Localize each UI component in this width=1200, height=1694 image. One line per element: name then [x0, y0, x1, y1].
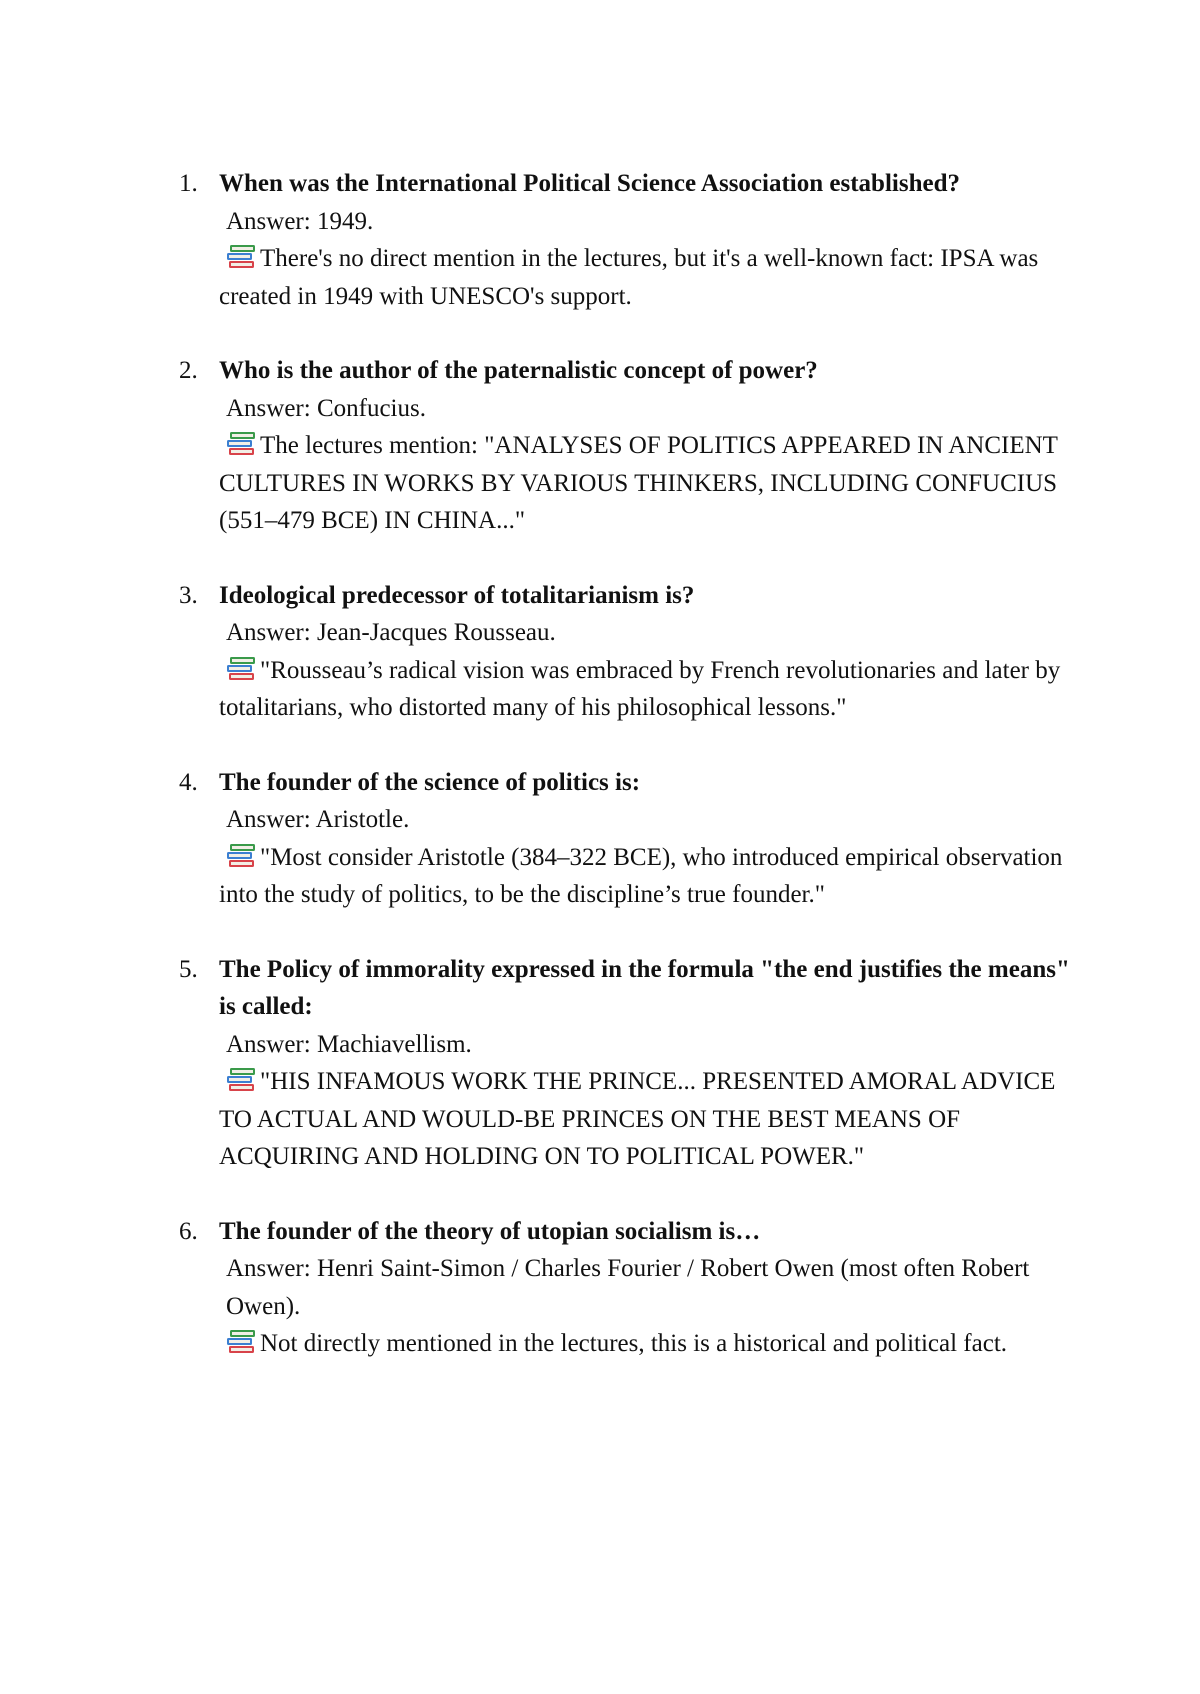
question-text: The founder of the theory of utopian socialism is…: [219, 1217, 761, 1245]
list-item: [179, 1213, 1079, 1363]
book-shape: [229, 1346, 254, 1353]
book-shape: [230, 245, 255, 252]
question-text: Who is the author of the paternalistic concept of power?: [219, 357, 818, 384]
note: [219, 839, 1079, 914]
books-icon: [226, 1067, 256, 1093]
list-item: [179, 352, 1079, 540]
note: [219, 1063, 1079, 1176]
book-shape: [229, 448, 254, 455]
item-number: 3.: [179, 581, 198, 609]
list-item: [179, 951, 1079, 1176]
book-shape: [227, 1338, 252, 1345]
question-list: [179, 165, 1079, 1400]
list-item: [179, 764, 1079, 914]
answer-text: Answer: Aristotle.: [226, 806, 410, 833]
book-shape: [230, 1330, 255, 1337]
note-text: Not directly mentioned in the lectures, this is a historical and political fact.: [260, 1330, 1008, 1357]
answer-text: Answer: Confucius.: [226, 394, 426, 422]
list-item: [179, 165, 1079, 315]
book-shape: [227, 440, 252, 447]
question-text: The Policy of immorality expressed in the formula "the end justifies the means" is called:: [219, 955, 1070, 1020]
item-number: 1.: [179, 170, 198, 197]
book-shape: [229, 673, 254, 680]
book-shape: [230, 844, 255, 851]
question-text: The founder of the science of politics is:: [219, 768, 641, 796]
note: [219, 652, 1079, 727]
note-text: "Most consider Aristotle (384–322 BCE), who introduced empirical observation into the study of politics, to be the discipline’s true founder.": [219, 843, 1063, 908]
item-number: 6.: [179, 1217, 198, 1245]
note: [219, 1325, 1079, 1363]
books-icon: [226, 244, 256, 270]
note-text: "HIS INFAMOUS WORK THE PRINCE... PRESENTED AMORAL ADVICE TO ACTUAL AND WOULD-BE PRINCES ON THE BEST MEANS OF ACQUIRING AND HOLDING ON TO POLITICAL POWER.": [219, 1068, 1056, 1170]
item-number: 4.: [179, 768, 198, 796]
question-text: Ideological predecessor of totalitarianism is?: [219, 581, 695, 609]
list-item: [179, 577, 1079, 727]
question-text: When was the International Political Science Association established?: [219, 170, 960, 197]
note: [219, 427, 1079, 540]
book-shape: [227, 253, 252, 260]
book-shape: [229, 261, 254, 268]
note-text: The lectures mention: "ANALYSES OF POLITICS APPEARED IN ANCIENT CULTURES IN WORKS BY VARIOUS THINKERS, INCLUDING CONFUCIUS (551–479 BCE) IN CHINA...": [219, 432, 1058, 534]
book-shape: [229, 1084, 254, 1091]
answer-text: Answer: Henri Saint-Simon / Charles Fourier / Robert Owen (most often Robert Owen).: [226, 1255, 1030, 1320]
books-icon: [226, 656, 256, 682]
book-shape: [230, 432, 255, 439]
answer-text: Answer: 1949.: [226, 207, 374, 235]
answer-text: Answer: Machiavellism.: [226, 1030, 472, 1058]
book-shape: [227, 1076, 252, 1083]
note-text: There's no direct mention in the lectures, but it's a well-known fact: IPSA was created in 1949 with UNESCO's support.: [219, 245, 1039, 310]
book-shape: [227, 852, 252, 859]
books-icon: [226, 843, 256, 869]
answer-text: Answer: Jean-Jacques Rousseau.: [226, 619, 556, 646]
book-shape: [230, 1068, 255, 1075]
note-text: "Rousseau’s radical vision was embraced by French revolutionaries and later by totalitarians, who distorted many of his philosophical lessons.": [219, 656, 1061, 721]
book-shape: [230, 657, 255, 664]
book-shape: [227, 665, 252, 672]
item-number: 2.: [179, 357, 198, 384]
books-icon: [226, 431, 256, 457]
item-number: 5.: [179, 955, 198, 983]
books-icon: [226, 1329, 256, 1355]
note: [219, 240, 1079, 315]
book-shape: [229, 860, 254, 867]
